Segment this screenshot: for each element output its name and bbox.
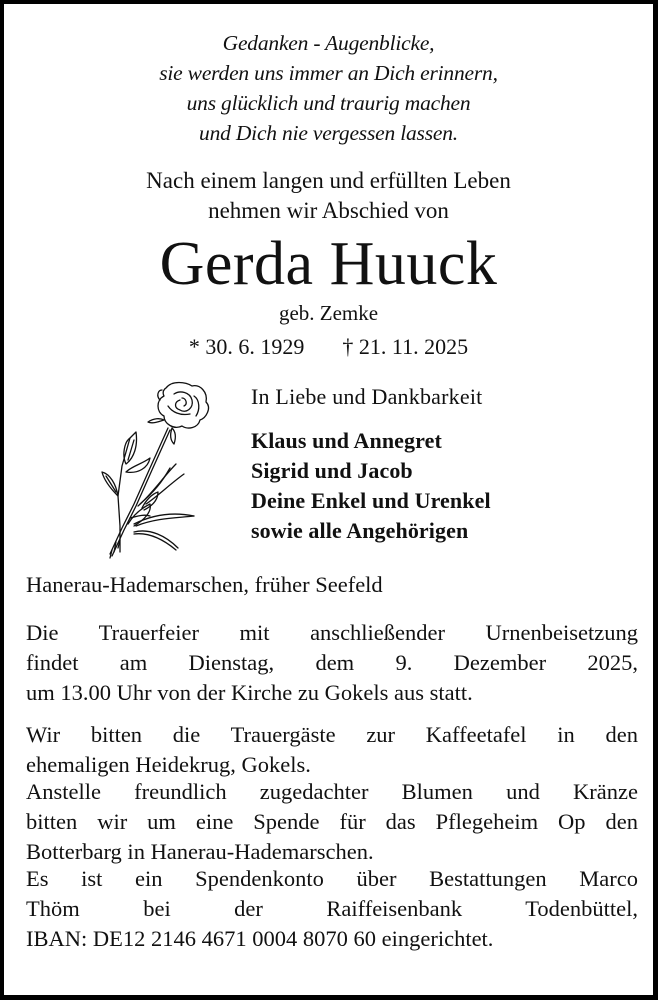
ceremony-line: findet am Dienstag, dem 9. Dezember 2025,: [26, 650, 638, 675]
coffee-line: Wir bitten die Trauergäste zur Kaffeetafel in den: [26, 722, 638, 747]
mourner: sowie alle Angehörigen: [251, 518, 469, 543]
donation-account: [26, 864, 638, 954]
coffee-invitation: [26, 720, 638, 780]
poem-line: uns glücklich und traurig machen: [186, 91, 471, 115]
deceased-name: Gerda Huuck: [159, 230, 498, 298]
ceremony-line: Die Trauerfeier mit anschließender Urnenbeisetzung: [26, 620, 638, 645]
poem-line: und Dich nie vergessen lassen.: [199, 121, 458, 145]
coffee-line: ehemaligen Heidekrug, Gokels.: [26, 752, 311, 777]
donation-request: [26, 777, 638, 867]
donation-line: bitten wir um eine Spende für das Pflegeheim Op den: [26, 809, 638, 834]
memorial-poem: [4, 28, 653, 148]
donation-line: Anstelle freundlich zugedachter Blumen und Kränze: [26, 779, 638, 804]
death-date: † 21. 11. 2025: [342, 334, 469, 359]
ceremony-notice: [26, 618, 638, 708]
life-dates: [4, 332, 653, 362]
dedication: In Liebe und Dankbarkeit: [251, 384, 483, 409]
family-block: [251, 382, 491, 546]
mourner: Deine Enkel und Urenkel: [251, 488, 491, 513]
poem-line: sie werden uns immer an Dich erinnern,: [159, 61, 498, 85]
ceremony-line: um 13.00 Uhr von der Kirche zu Gokels aus statt.: [26, 680, 473, 705]
account-line: Thöm bei der Raiffeisenbank Todenbüttel,: [26, 896, 638, 921]
birth-date: * 30. 6. 1929: [188, 334, 305, 359]
poem-line: Gedanken - Augenblicke,: [222, 31, 435, 55]
mourners-list: [251, 426, 491, 546]
farewell-intro: [4, 166, 653, 226]
birth-name: geb. Zemke: [278, 301, 379, 325]
mourner: Klaus und Annegret: [251, 428, 442, 453]
intro-line: nehmen wir Abschied von: [208, 198, 449, 223]
mourner: Sigrid und Jacob: [251, 458, 413, 483]
intro-line: Nach einem langen und erfüllten Leben: [146, 168, 511, 193]
rose-icon: [94, 376, 212, 562]
account-line: Es ist ein Spendenkonto über Bestattungen Marco: [26, 866, 638, 891]
place-of-residence: Hanerau-Hademarschen, früher Seefeld: [26, 572, 383, 597]
donation-line: Botterbarg in Hanerau-Hademarschen.: [26, 839, 374, 864]
iban-line: IBAN: DE12 2146 4671 0004 8070 60 eingerichtet.: [26, 926, 494, 951]
